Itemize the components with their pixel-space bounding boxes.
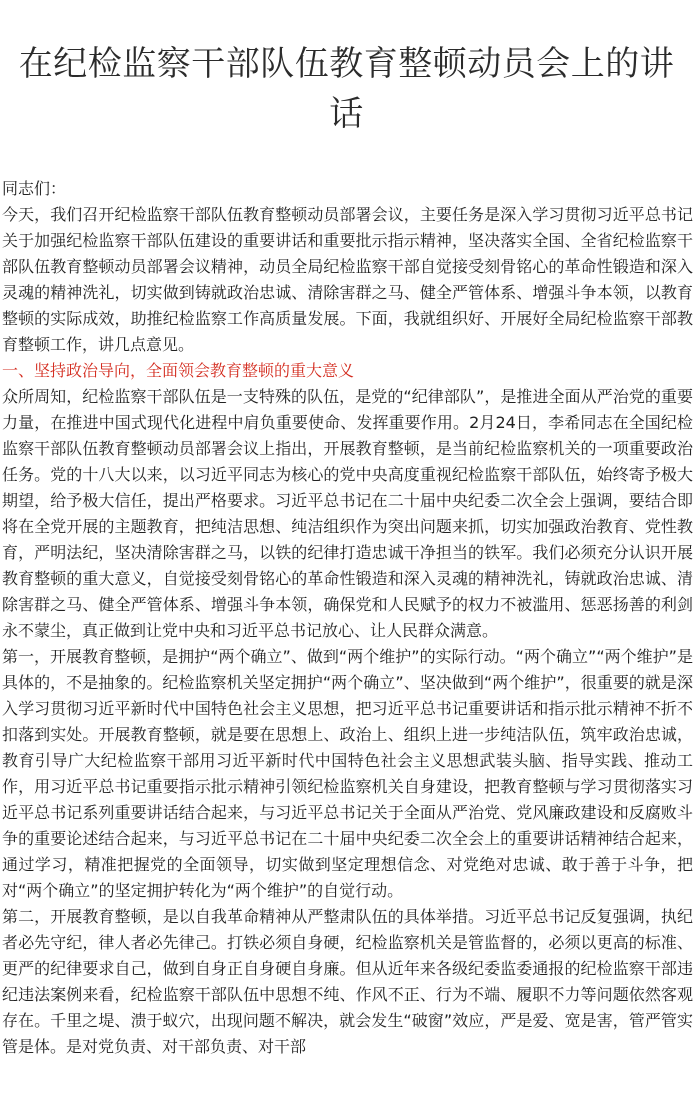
section-heading-1: 一、坚持政治导向，全面领会教育整顿的重大意义 xyxy=(2,361,355,380)
document-title: 在纪检监察干部队伍教育整顿动员会上的讲话 xyxy=(18,44,675,134)
paragraph-point-1: 第一，开展教育整顿，是拥护“两个确立”、做到“两个维护”的实际行动。“两个确立”“两个维护”是具体的，不是抽象的。纪检监察机关坚定拥护“两个确立”、坚决做到“两个维护”，很重要的就是深入学习贯彻习近平新时代中国特色社会主义思想，把习近平总书记重要讲话和指示批示精神不折不扣落到实处。开展教育整顿，就是要在思想上、政治上、组织上进一步纯洁队伍，筑牢政治忠诚，教育引导广大纪检监察干部用习近平新时代中国特色社会主义思想武装头脑、指导实践、推动工作，用习近平总书记重要指示批示精神引领纪检监察机关自身建设，把教育整顿与学习贯彻落实习近平总书记系列重要讲话结合起来，与习近平总书记关于全面从严治党、党风廉政建设和反腐败斗争的重要论述结合起来，与习近平总书记在二十届中央纪委二次全会上的重要讲话精神结合起来，通过学习，精准把握党的全面领导，切实做到坚定理想信念、对党绝对忠诚、敢于善于斗争，把对“两个确立”的坚定拥护转化为“两个维护”的自觉行动。 xyxy=(2,647,693,900)
paragraph-intro: 今天，我们召开纪检监察干部队伍教育整顿动员部署会议，主要任务是深入学习贯彻习近平总书记关于加强纪检监察干部队伍建设的重要讲话和重要批示指示精神，坚决落实全国、全省纪检监察干部队伍教育整顿动员部署会议精神，动员全局纪检监察干部自觉接受刻骨铭心的革命性锻造和深入灵魂的精神洗礼，切实做到铸就政治忠诚、清除害群之马、健全严管体系、增强斗争本领，以教育整顿的实际成效，助推纪检监察工作高质量发展。下面，我就组织好、开展好全局纪检监察干部教育整顿工作，讲几点意见。 xyxy=(2,205,693,354)
paragraph-section-1: 众所周知，纪检监察干部队伍是一支特殊的队伍，是党的“纪律部队”，是推进全面从严治党的重要力量，在推进中国式现代化进程中肩负重要使命、发挥重要作用。2月24日，李希同志在全国纪检监察干部队伍教育整顿动员部署会议上指出，开展教育整顿，是当前纪检监察机关的一项重要政治任务。党的十八大以来，以习近平同志为核心的党中央高度重视纪检监察干部队伍，始终寄予极大期望，给予极大信任，提出严格要求。习近平总书记在二十届中央纪委二次全会上强调，要结合即将在全党开展的主题教育，把纯洁思想、纯洁组织作为突出问题来抓，切实加强政治教育、党性教育，严明法纪，坚决清除害群之马，以铁的纪律打造忠诚干净担当的铁军。我们必须充分认识开展教育整顿的重大意义，自觉接受刻骨铭心的革命性锻造和深入灵魂的精神洗礼，铸就政治忠诚、清除害群之马、健全严管体系、增强斗争本领，确保党和人民赋予的权力不被滥用、惩恶扬善的利剑永不蒙尘，真正做到让党中央和习近平总书记放心、让人民群众满意。 xyxy=(2,387,693,640)
greeting: 同志们： xyxy=(2,179,67,198)
paragraph-point-2: 第二，开展教育整顿，是以自我革命精神从严整肃队伍的具体举措。习近平总书记反复强调，执纪者必先守纪，律人者必先律己。打铁必须自身硬，纪检监察机关是管监督的，必须以更高的标准、更严的纪律要求自己，做到自身正自身硬自身廉。但从近年来各级纪委监委通报的纪检监察干部违纪违法案例来看，纪检监察干部队伍中思想不纯、作风不正、行为不端、履职不力等问题依然客观存在。千里之堤、溃于蚁穴，出现问题不解决，就会发生“破窗”效应，严是爱、宽是害，管严管实管是体。是对党负责、对干部负责、对干部 xyxy=(2,907,693,1056)
document-body xyxy=(2,176,693,1060)
